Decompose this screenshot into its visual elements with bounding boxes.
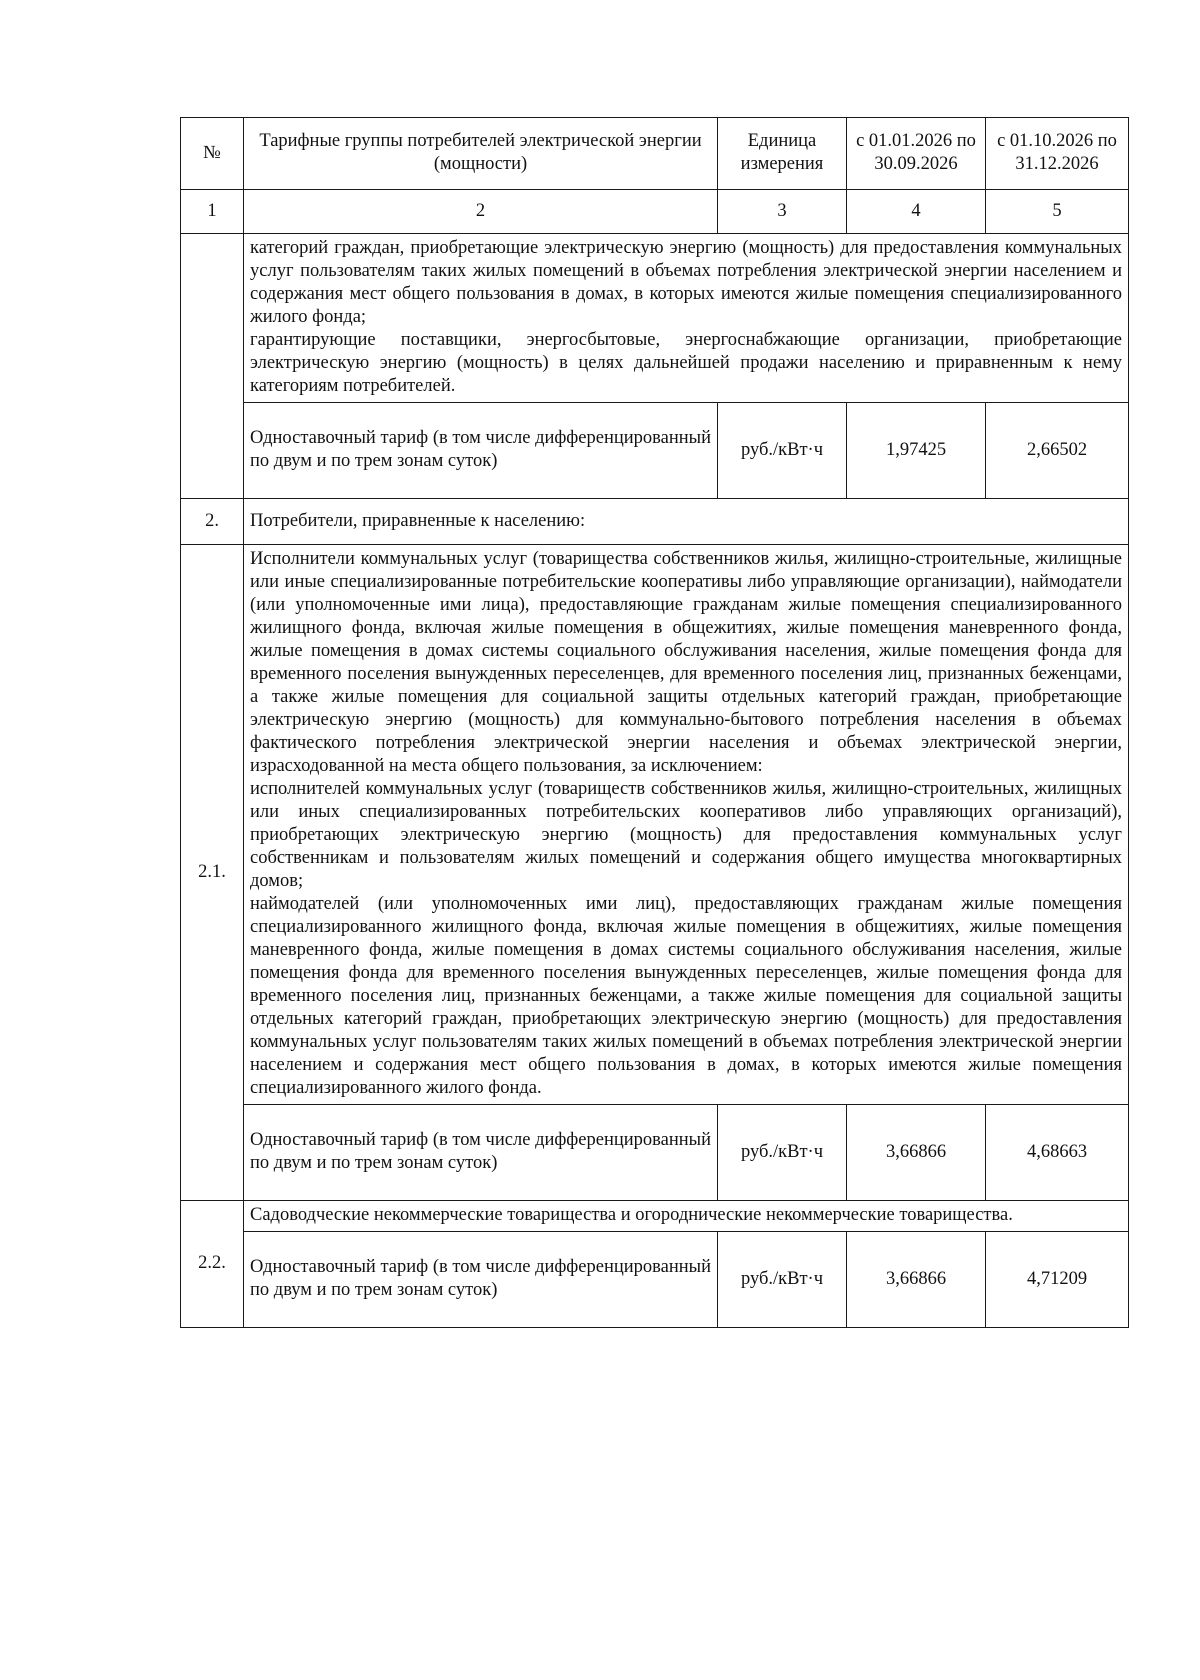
header-tariff-groups: Тарифные группы потребителей электрической энергии (мощности) bbox=[244, 118, 718, 190]
tariff-unit: руб./кВт·ч bbox=[718, 1105, 847, 1201]
row-number-empty bbox=[181, 234, 244, 499]
header-period-2: с 01.10.2026 по 31.12.2026 bbox=[986, 118, 1129, 190]
row-number: 2.1. bbox=[181, 545, 244, 1201]
header-no: № bbox=[181, 118, 244, 190]
column-number: 2 bbox=[244, 190, 718, 234]
tariff-name: Одноставочный тариф (в том числе дифференцированный по двум и по трем зонам суток) bbox=[244, 1232, 718, 1328]
tariff-value-period-2: 4,68663 bbox=[986, 1105, 1129, 1201]
description-paragraph: наймодателей (или уполномоченных ими лиц), предоставляющих гражданам жилые помещения специализированного жилищного фонда, включая жилые помещения в общежитиях, жилые помещения маневренного фонда, жилые помещения в домах системы социального обслуживания населения, жилые помещения фонда для временного поселения вынужденных переселенцев, жилые помещения фонда для временного поселения лиц, признанных беженцами, а также жилые помещения для социальной защиты отдельных категорий граждан, приобретающих электрическую энергию (мощность) для предоставления коммунальных услуг пользователям таких жилых помещений в объемах потребления электрической энергии населением и содержания мест общего пользования в домах, в которых имеются жилые помещения специализированного жилого фонда. bbox=[250, 894, 1122, 1098]
header-row bbox=[181, 118, 1129, 190]
column-number: 5 bbox=[986, 190, 1129, 234]
row-number: 2. bbox=[181, 499, 244, 545]
tariff-unit: руб./кВт·ч bbox=[718, 403, 847, 499]
section-description: Садоводческие некоммерческие товарищества и огороднические некоммерческие товарищества. bbox=[244, 1201, 1129, 1232]
tariff-value-period-1: 3,66866 bbox=[847, 1232, 986, 1328]
description-paragraph: гарантирующие поставщики, энергосбытовые, энергоснабжающие организации, приобретающие электрическую энергию (мощность) в целях дальнейшей продажи населению и приравненным к нему категориям потребителей. bbox=[250, 330, 1122, 396]
document-page bbox=[180, 117, 1128, 1328]
tariff-table bbox=[180, 117, 1129, 1328]
column-number: 4 bbox=[847, 190, 986, 234]
header-period-1: с 01.01.2026 по 30.09.2026 bbox=[847, 118, 986, 190]
section-description-row bbox=[181, 545, 1129, 1105]
description-paragraph: исполнителей коммунальных услуг (товариществ собственников жилья, жилищно-строительных, жилищных или иных специализированных потребительских кооперативов либо управляющих организаций), приобретающих электрическую энергию (мощность) для предоставления коммунальных услуг собственникам и пользователям жилых помещений и содержания общего имущества многоквартирных домов; bbox=[250, 779, 1122, 891]
column-number-row bbox=[181, 190, 1129, 234]
tariff-row bbox=[181, 1105, 1129, 1201]
tariff-value-period-1: 3,66866 bbox=[847, 1105, 986, 1201]
tariff-row bbox=[181, 403, 1129, 499]
tariff-value-period-1: 1,97425 bbox=[847, 403, 986, 499]
tariff-unit: руб./кВт·ч bbox=[718, 1232, 847, 1328]
tariff-value-period-2: 2,66502 bbox=[986, 403, 1129, 499]
tariff-name: Одноставочный тариф (в том числе дифференцированный по двум и по трем зонам суток) bbox=[244, 403, 718, 499]
continuation-row bbox=[181, 234, 1129, 403]
tariff-value-period-2: 4,71209 bbox=[986, 1232, 1129, 1328]
section-title: Потребители, приравненные к населению: bbox=[244, 499, 1129, 545]
tariff-row bbox=[181, 1232, 1129, 1328]
section-description bbox=[244, 545, 1129, 1105]
continuation-description bbox=[244, 234, 1129, 403]
header-unit: Единица измерения bbox=[718, 118, 847, 190]
section-row bbox=[181, 499, 1129, 545]
row-number: 2.2. bbox=[181, 1201, 244, 1328]
section-description-row bbox=[181, 1201, 1129, 1232]
description-paragraph: категорий граждан, приобретающие электрическую энергию (мощность) для предоставления коммунальных услуг пользователям таких жилых помещений в объемах потребления электрической энергии населением и содержания мест общего пользования в домах, в которых имеются жилые помещения специализированного жилого фонда; bbox=[250, 238, 1122, 327]
tariff-name: Одноставочный тариф (в том числе дифференцированный по двум и по трем зонам суток) bbox=[244, 1105, 718, 1201]
description-paragraph: Исполнители коммунальных услуг (товарищества собственников жилья, жилищно-строительные, жилищные или иные специализированные потребительские кооперативы либо управляющие организации), наймодатели (или уполномоченные ими лица), предоставляющие гражданам жилые помещения специализированного жилищного фонда, включая жилые помещения в общежитиях, жилые помещения маневренного фонда, жилые помещения в домах системы социального обслуживания населения, жилые помещения фонда для временного поселения вынужденных переселенцев, для временного поселения лиц, признанных беженцами, а также жилые помещения для социальной защиты отдельных категорий граждан, приобретающие электрическую энергию (мощность) для коммунально-бытового потребления населения в объемах фактического потребления электрической энергии населения и объемах электрической энергии, израсходованной на места общего пользования, за исключением: bbox=[250, 549, 1122, 776]
column-number: 3 bbox=[718, 190, 847, 234]
column-number: 1 bbox=[181, 190, 244, 234]
